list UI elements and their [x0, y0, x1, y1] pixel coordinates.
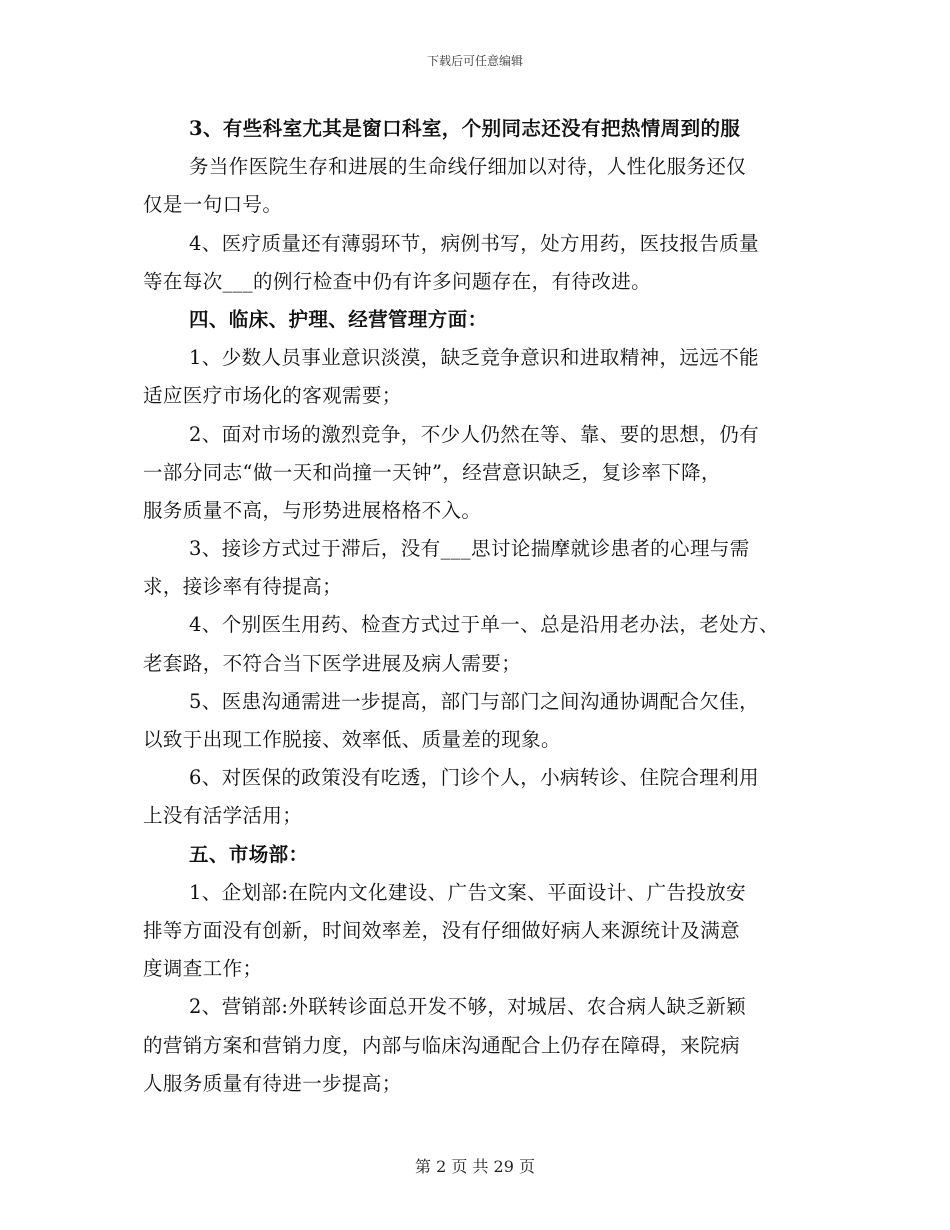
paragraph-line: 求，接诊率有待提高； [143, 575, 343, 599]
paragraph-line: 务当作医院生存和进展的生命线仔细加以对待，人性化服务还仅 [189, 155, 747, 179]
paragraph-line: 1、少数人员事业意识淡漠，缺乏竞争意识和进取精神，远远不能 [189, 346, 760, 370]
paragraph-line: 人服务质量有待进一步提高； [143, 1071, 402, 1095]
paragraph-line: 3、接诊方式过于滞后，没有___思讨论揣摩就诊患者的心理与需 [189, 537, 750, 561]
paragraph-line: 的营销方案和营销力度，内部与临床沟通配合上仍存在障碍，来院病 [143, 1033, 741, 1057]
page-number-footer: 第 2 页 共 29 页 [415, 1157, 535, 1176]
document-body [143, 110, 823, 1103]
section-heading-line: 四、临床、护理、经营管理方面： [189, 307, 488, 331]
paragraph-line: 1、企划部:在院内文化建设、广告文案、平面设计、广告投放安 [189, 880, 747, 904]
paragraph-line: 度调查工作； [143, 957, 263, 981]
paragraph-line: 上没有活学活用； [143, 804, 303, 828]
section-heading-line: 3、有些科室尤其是窗口科室，个别同志还没有把热情周到的服 [189, 117, 741, 140]
paragraph-line: 老套路，不符合当下医学进展及病人需要； [143, 651, 522, 675]
paragraph-line: 排等方面没有创新，时间效率差，没有仔细做好病人来源统计及满意 [143, 918, 741, 942]
paragraph-line: 4、医疗质量还有薄弱环节，病例书写，处方用药，医技报告质量 [189, 231, 760, 255]
paragraph-line: 6、对医保的政策没有吃透，门诊个人，小病转诊、住院合理利用 [189, 766, 760, 790]
paragraph-line: 一部分同志“做一天和尚撞一天钟”，经营意识缺乏，复诊率下降， [143, 460, 721, 484]
paragraph-line: 等在每次___的例行检查中仍有许多问题存在，有待改进。 [143, 269, 652, 293]
paragraph-line: 4、个别医生用药、检查方式过于单一、总是沿用老办法，老处方、 [189, 613, 779, 637]
section-heading-line: 五、市场部： [189, 842, 309, 866]
paragraph-line: 仅是一句口号。 [143, 193, 283, 217]
paragraph-line: 2、面对市场的激烈竞争，不少人仍然在等、靠、要的思想，仍有 [189, 422, 760, 446]
paragraph-line: 5、医患沟通需进一步提高，部门与部门之间沟通协调配合欠佳， [189, 689, 760, 713]
page-header-note: 下载后可任意编辑 [426, 54, 523, 68]
paragraph-line: 服务质量不高，与形势进展格格不入。 [143, 498, 482, 522]
paragraph-line: 以致于出现工作脱接、效率低、质量差的现象。 [143, 728, 561, 751]
paragraph-line: 适应医疗市场化的客观需要； [143, 384, 402, 408]
paragraph-line: 2、营销部:外联转诊面总开发不够，对城居、农合病人缺乏新颖 [189, 995, 747, 1019]
